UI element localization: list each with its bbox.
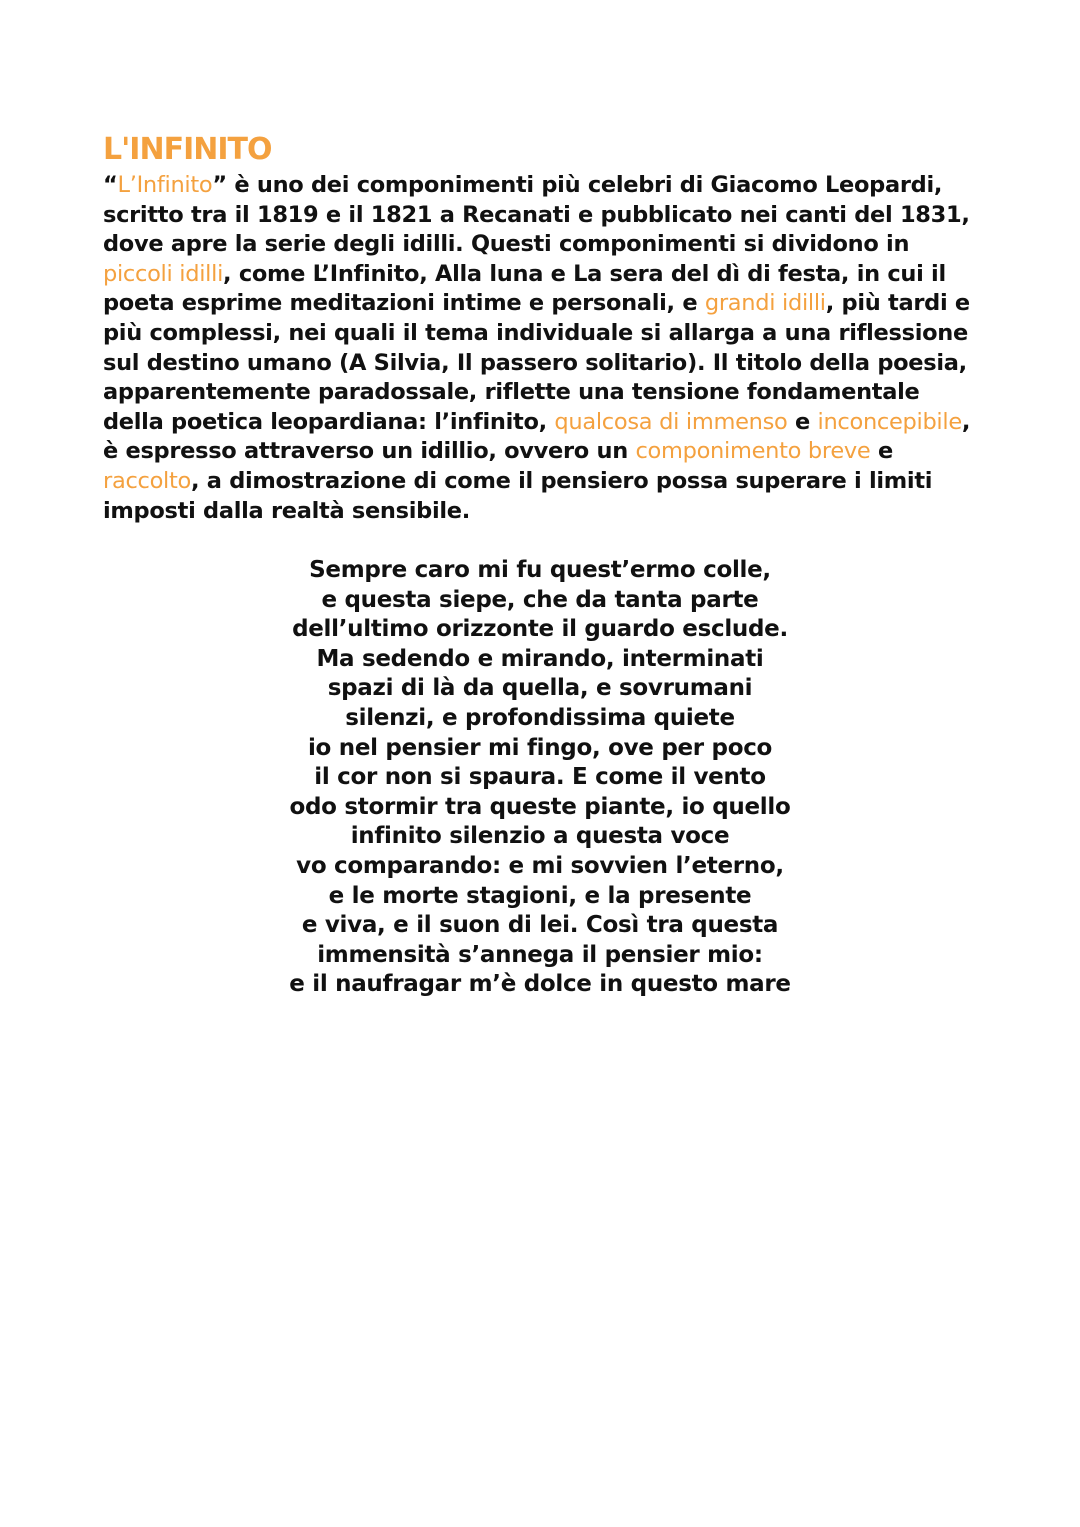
poem-line: Sempre caro mi fu quest’ermo colle, — [309, 557, 771, 583]
poem-line: silenzi, e profondissima quiete — [345, 704, 735, 731]
poem-line: e questa siepe, che da tanta parte — [321, 586, 759, 613]
highlighted-term: grandi idilli — [704, 290, 826, 317]
poem-line: e le morte stagioni, e la presente — [328, 882, 752, 909]
intro-segment: ” è uno dei componimenti più celebri di Giacomo Leopardi, scritto tra il 1819 e il 1821 a Recanati e pubblicato nei canti del 1831, dove apre la serie degli idilli. Questi componimenti si dividono in — [103, 172, 970, 258]
intro-segment: e — [787, 408, 818, 435]
highlighted-term: inconcepibile — [817, 408, 962, 435]
intro-segment: “ — [103, 172, 118, 198]
highlighted-term: L’Infinito — [117, 172, 213, 198]
highlighted-term: componimento breve — [635, 438, 871, 465]
poem-line: vo comparando: e mi sovvien l’eterno, — [296, 852, 784, 879]
highlighted-term: piccoli idilli — [103, 260, 224, 287]
document-title: L'INFINITO — [103, 132, 272, 167]
intro-segment: , come L’Infinito, Alla luna e La sera del dì di festa, in cui il poeta esprime meditazioni intime e personali, e — [103, 260, 946, 317]
poem-line: infinito silenzio a questa voce — [350, 823, 730, 850]
intro-segment: , più tardi e più complessi, nei quali il tema individuale si allarga a una riflessione sul destino umano (A Silvia, Il passero solitario). Il titolo della poesia, apparentemente paradossale, riflette una tensione fondamentale della poetica leopardiana: l’infinito, — [103, 290, 970, 435]
poem-line: e viva, e il suon di lei. Così tra questa — [301, 912, 779, 939]
poem — [190, 556, 890, 1000]
poem-line: io nel pensier mi fingo, ove per poco — [307, 734, 773, 761]
poem-line: dell’ultimo orizzonte il guardo esclude. — [292, 616, 788, 643]
intro-segment: , è espresso attraverso un idillio, ovvero un — [103, 408, 971, 465]
intro-paragraph — [103, 171, 983, 526]
poem-line: odo stormir tra queste piante, io quello — [289, 793, 791, 820]
poem-line: immensità s’annega il pensier mio: — [317, 941, 763, 968]
poem-line: spazi di là da quella, e sovrumani — [327, 675, 753, 702]
intro-segment: e — [870, 438, 893, 465]
highlighted-term: qualcosa di immenso — [554, 408, 788, 435]
intro-segment: , a dimostrazione di come il pensiero possa superare i limiti imposti dalla realtà sensibile. — [103, 467, 933, 524]
poem-line: il cor non si spaura. E come il vento — [314, 764, 766, 791]
highlighted-term: raccolto — [103, 467, 191, 494]
poem-line: e il naufragar m’è dolce in questo mare — [289, 971, 791, 998]
poem-line: Ma sedendo e mirando, interminati — [316, 645, 764, 672]
